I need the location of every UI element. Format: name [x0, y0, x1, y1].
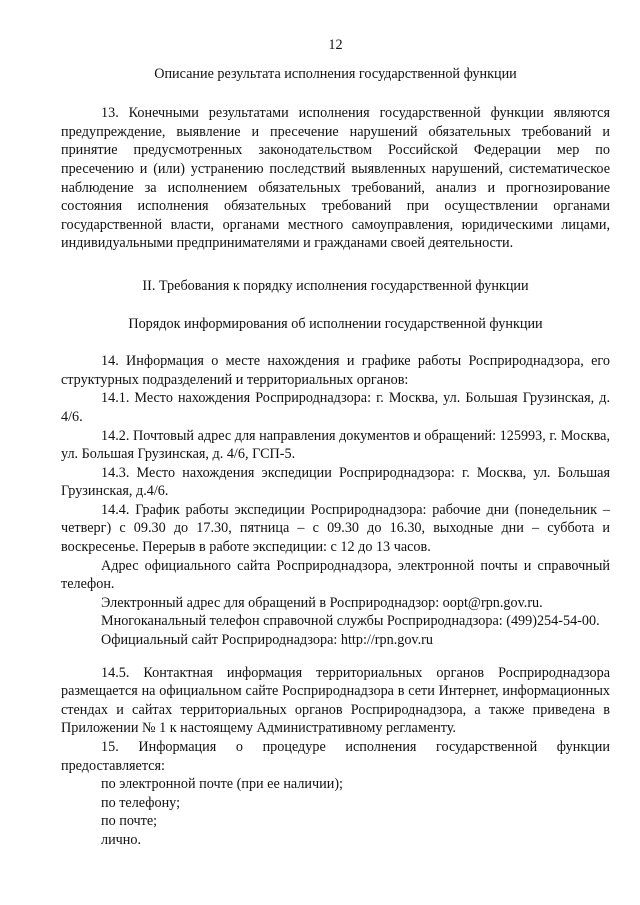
- paragraph-site: Официальный сайт Росприроднадзора: http://rpn.gov.ru: [101, 632, 433, 649]
- section-ii-heading: II. Требования к порядку исполнения государственной функции: [142, 277, 529, 294]
- paragraph-15: 15. Информация о процедуре исполнения государственной функции предоставляется:: [61, 739, 610, 774]
- paragraph-site-phone: Адрес официального сайта Росприроднадзора, электронной почты и справочный телефон.: [61, 557, 610, 593]
- paragraph-14-5: 14.5. Контактная информация территориальных органов Росприроднадзора размещается на официальном сайте Росприроднадзора в сети Интернет, информационных стендах и сайтах территориальных органов Росприроднадзора, а также приведена в Приложении № 1 к настоящему Административному регламенту.: [61, 664, 610, 737]
- list-item: по телефону;: [101, 794, 181, 811]
- heading-result: Описание результата исполнения государственной функции: [154, 65, 517, 82]
- heading-info: Порядок информирования об исполнении государственной функции: [128, 315, 543, 332]
- paragraph-14-4: 14.4. График работы экспедиции Росприроднадзора: рабочие дни (понедельник – четверг) с 09.30 до 17.30, пятница – с 09.30 до 16.30, выходные дни – суббота и воскресенье. Перерыв в работе экспедиции: с 12 до 13 часов.: [61, 501, 610, 556]
- delivery-methods-list: [61, 775, 610, 849]
- paragraph-13: 13. Конечными результатами исполнения государственной функции являются предупреждение, выявление и пресечение нарушений обязательных требований и принятие предусмотренных законодательством Российской Федерации мер по пресечению и (или) устранению последствий выявленных нарушений, систематическое наблюдение за исполнением обязательных требований, анализ и прогнозирование состояния исполнения обязательных требований при осуществлении органами государственной власти, органами местного самоуправления, юридическими лицами, индивидуальными предпринимателями и гражданами своей деятельности.: [61, 105, 610, 252]
- paragraph-email: Электронный адрес для обращений в Росприроднадзор: oopt@rpn.gov.ru.: [101, 594, 543, 611]
- paragraph-14-3: 14.3. Место нахождения экспедиции Росприроднадзора: г. Москва, ул. Большая Грузинская, д.4/6.: [61, 464, 610, 500]
- paragraph-14: 14. Информация о месте нахождения и графике работы Росприроднадзора, его структурных подразделений и территориальных органов:: [61, 353, 610, 388]
- paragraph-phone: Многоканальный телефон справочной службы Росприроднадзора: (499)254-54-00.: [101, 613, 600, 630]
- list-item: по почте;: [101, 813, 158, 830]
- list-item: лично.: [101, 831, 142, 848]
- page-number: 12: [328, 37, 343, 53]
- paragraph-14-1: 14.1. Место нахождения Росприроднадзора: г. Москва, ул. Большая Грузинская, д. 4/6.: [61, 390, 610, 425]
- paragraph-14-2: 14.2. Почтовый адрес для направления документов и обращений: 125993, г. Москва, ул. Большая Грузинская, д. 4/6, ГСП-5.: [61, 427, 610, 463]
- list-item: по электронной почте (при ее наличии);: [101, 776, 343, 793]
